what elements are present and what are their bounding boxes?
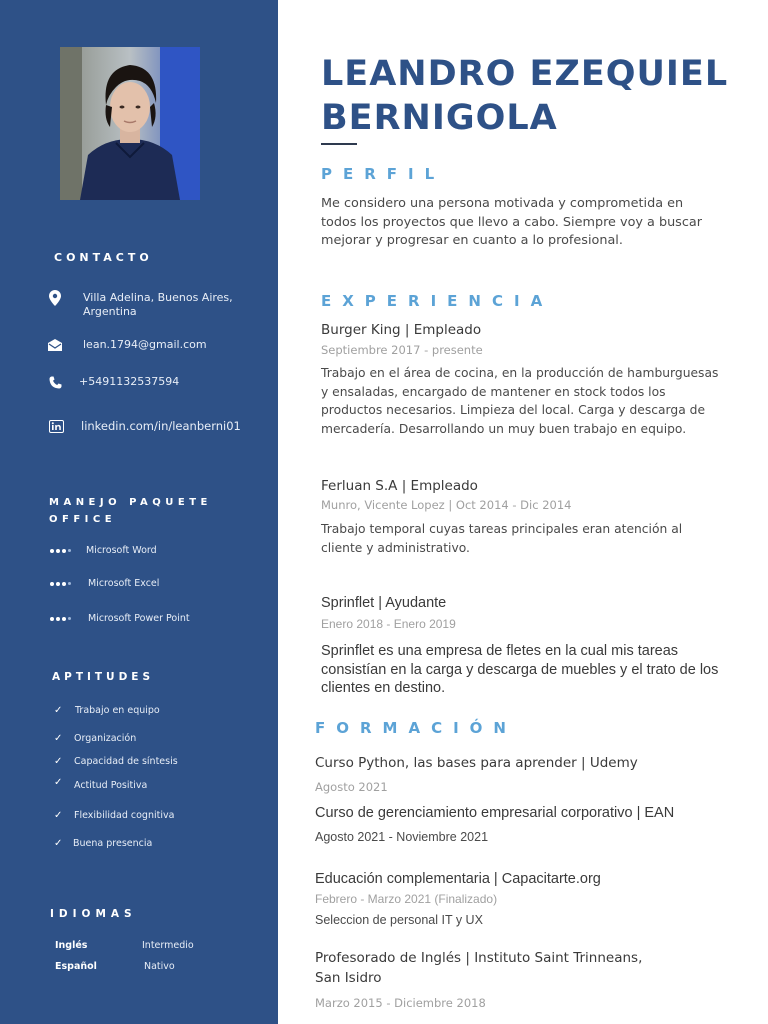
education-section-title: FORMACIÓN	[315, 719, 517, 737]
education-meta: Marzo 2015 - Diciembre 2018	[315, 996, 486, 1010]
phone-text[interactable]: +5491132537594	[79, 375, 180, 388]
linkedin-icon	[48, 419, 64, 433]
aptitude-item	[54, 777, 148, 791]
skill-powerpoint	[50, 613, 190, 624]
phone-icon	[48, 375, 62, 389]
check-icon: ✓	[54, 705, 63, 716]
check-icon: ✓	[54, 810, 63, 821]
location-pin-icon	[48, 291, 62, 305]
language-level: Nativo	[144, 961, 175, 972]
job-description: Sprinflet es una empresa de fletes en la cual mis tareas consistían en la carga y descarga de muebles y el trato de los clientes en destino.	[321, 643, 719, 696]
contact-address	[48, 291, 243, 319]
profile-text: Me considero una persona motivada y comprometida en todos los proyectos que llevo a cabo. Siempre voy a buscar mejorar y progresar en cuanto a lo profesional.	[321, 196, 702, 248]
job-title: Burger King | Empleado	[321, 322, 482, 338]
skill-dots-icon	[50, 582, 80, 586]
job-title: Ferluan S.A | Empleado	[321, 478, 478, 494]
aptitude-label: Actitud Positiva	[74, 780, 148, 791]
job-title: Sprinflet | Ayudante	[321, 595, 447, 611]
sidebar	[0, 0, 278, 1024]
language-name: Inglés	[55, 940, 88, 951]
email-link[interactable]: lean.1794@gmail.com	[83, 338, 207, 351]
name-line-1: LEANDRO EZEQUIEL	[321, 54, 729, 94]
envelope-icon	[48, 338, 62, 352]
aptitude-label: Capacidad de síntesis	[74, 756, 178, 767]
aptitude-item	[54, 838, 152, 849]
check-icon: ✓	[54, 756, 63, 767]
language-level: Intermedio	[142, 940, 194, 951]
name-line-2: BERNIGOLA	[321, 98, 558, 138]
job-meta: Septiembre 2017 - presente	[321, 343, 483, 357]
skill-label: Microsoft Power Point	[88, 613, 190, 624]
profile-photo-image	[60, 47, 200, 200]
aptitude-label: Trabajo en equipo	[75, 705, 160, 716]
education-title: Educación complementaria | Capacitarte.org	[315, 871, 601, 887]
check-icon: ✓	[54, 733, 63, 744]
linkedin-link[interactable]: linkedin.com/in/leanberni01	[81, 419, 241, 433]
language-name: Español	[55, 961, 97, 972]
skill-label: Microsoft Word	[86, 545, 157, 556]
skill-dots-icon	[50, 549, 80, 553]
aptitude-label: Organización	[74, 733, 137, 744]
profile-section-title: PERFIL	[321, 165, 446, 183]
education-title	[315, 949, 642, 987]
address-text: Villa Adelina, Buenos Aires, Argentina	[83, 291, 233, 318]
experience-section-title: EXPERIENCIA	[321, 292, 554, 310]
education-meta: Agosto 2021 - Noviembre 2021	[315, 830, 489, 844]
education-extra: Seleccion de personal IT y UX	[315, 913, 483, 927]
contact-email[interactable]	[48, 338, 207, 352]
check-icon: ✓	[54, 777, 63, 788]
education-title: Curso de gerenciamiento empresarial corporativo | EAN	[315, 805, 675, 821]
education-title-line2: San Isidro	[315, 970, 382, 986]
aptitudes-heading: APTITUDES	[52, 671, 155, 683]
contact-heading: CONTACTO	[54, 251, 153, 264]
aptitude-item	[54, 705, 160, 716]
job-meta: Munro, Vicente Lopez | Oct 2014 - Dic 2014	[321, 498, 572, 512]
job-description: Trabajo temporal cuyas tareas principales eran atención al cliente y administrativo.	[321, 522, 683, 555]
education-title: Curso Python, las bases para aprender | Udemy	[315, 755, 638, 771]
skill-word	[50, 545, 157, 556]
skill-dots-icon	[50, 617, 80, 621]
name-divider	[321, 143, 357, 145]
aptitude-item	[54, 756, 178, 767]
job-description: Trabajo en el área de cocina, en la producción de hamburguesas y ensaladas, encargado de mantener en stock todos los productos necesarios. Limpieza del local. Carga y descarga de mercadería. Desarrollando un muy buen trabajo en equipo.	[321, 366, 719, 436]
aptitude-item	[54, 810, 174, 821]
check-icon: ✓	[54, 838, 63, 849]
contact-linkedin[interactable]	[48, 419, 241, 433]
profile-photo	[60, 47, 200, 200]
education-meta: Febrero - Marzo 2021 (Finalizado)	[315, 892, 498, 906]
aptitude-label: Flexibilidad cognitiva	[74, 810, 175, 821]
office-heading-line2: OFFICE	[49, 514, 117, 525]
job-meta: Enero 2018 - Enero 2019	[321, 617, 456, 631]
aptitude-label: Buena presencia	[73, 838, 153, 849]
languages-heading: IDIOMAS	[50, 908, 137, 920]
office-heading-line1: MANEJO PAQUETE	[49, 497, 212, 508]
candidate-name	[321, 52, 728, 140]
education-title-line1: Profesorado de Inglés | Instituto Saint Trinneans,	[315, 950, 643, 966]
contact-phone[interactable]	[48, 375, 179, 389]
aptitude-item	[54, 733, 136, 744]
education-meta: Agosto 2021	[315, 780, 388, 794]
skill-excel	[50, 578, 159, 589]
skill-label: Microsoft Excel	[88, 578, 160, 589]
office-heading	[49, 494, 212, 528]
